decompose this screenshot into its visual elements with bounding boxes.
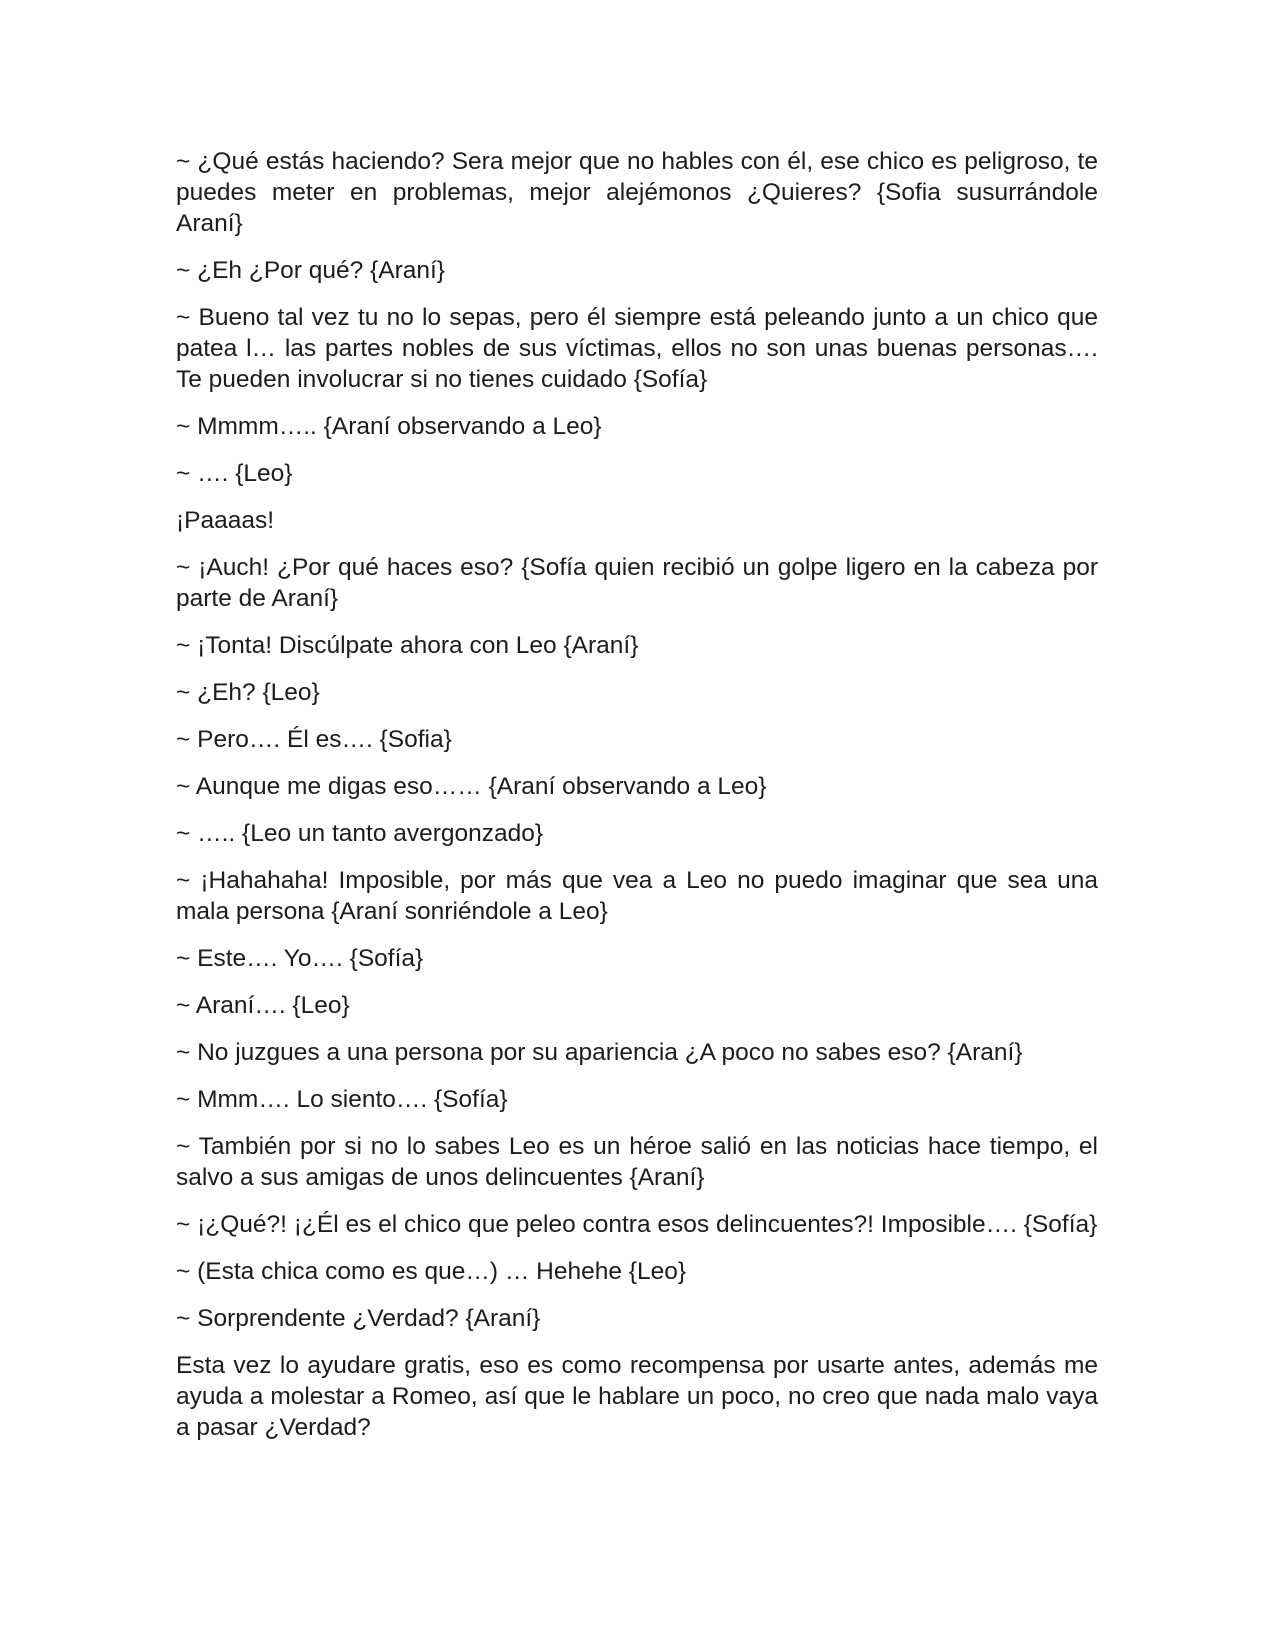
paragraph: ~ Mmmm….. {Araní observando a Leo} [176,413,602,440]
paragraph: ~ ¿Eh ¿Por qué? {Araní} [176,257,445,284]
paragraph: ~ ….. {Leo un tanto avergonzado} [176,820,544,847]
paragraph: ~ Este…. Yo…. {Sofía} [176,945,424,972]
paragraph: ~ Mmm…. Lo siento…. {Sofía} [176,1086,508,1113]
paragraph: ~ ¡Tonta! Discúlpate ahora con Leo {Araní} [176,632,639,659]
paragraph: ~ ¡Hahahaha! Imposible, por más que vea a Leo no puedo imaginar que sea una mala persona {Araní sonriéndole a Leo} [176,867,1098,925]
paragraph: ~ Pero…. Él es…. {Sofia} [176,726,452,753]
paragraph: ~ ¿Qué estás haciendo? Sera mejor que no hables con él, ese chico es peligroso, te puedes meter en problemas, mejor alejémonos ¿Quieres? {Sofia susurrándole Araní} [176,148,1098,237]
paragraph: ~ Araní…. {Leo} [176,992,350,1019]
paragraph: ~ Bueno tal vez tu no lo sepas, pero él siempre está peleando junto a un chico que patea l… las partes nobles de sus víctimas, ellos no son unas buenas personas…. Te pueden involucrar si no tienes cuidado {Sofía} [176,304,1098,393]
paragraph: ~ No juzgues a una persona por su apariencia ¿A poco no sabes eso? {Araní} [176,1039,1023,1066]
paragraph: ~ ¿Eh? {Leo} [176,679,320,706]
document-page [176,146,1098,1459]
paragraph: ~ Sorprendente ¿Verdad? {Araní} [176,1305,541,1332]
paragraph: ~ Aunque me digas eso…… {Araní observando a Leo} [176,773,767,800]
paragraph: ¡Paaaas! [176,507,275,534]
paragraph: Esta vez lo ayudare gratis, eso es como recompensa por usarte antes, además me ayuda a molestar a Romeo, así que le hablare un poco, no creo que nada malo vaya a pasar ¿Verdad? [176,1352,1098,1441]
paragraph: ~ ¡¿Qué?! ¡¿Él es el chico que peleo contra esos delincuentes?! Imposible…. {Sofía} [176,1211,1098,1238]
paragraph: ~ (Esta chica como es que…) … Hehehe {Leo} [176,1258,687,1285]
paragraph: ~ ¡Auch! ¿Por qué haces eso? {Sofía quien recibió un golpe ligero en la cabeza por parte de Araní} [176,554,1098,612]
paragraph: ~ …. {Leo} [176,460,293,487]
paragraph: ~ También por si no lo sabes Leo es un héroe salió en las noticias hace tiempo, el salvo a sus amigas de unos delincuentes {Araní} [176,1133,1098,1191]
